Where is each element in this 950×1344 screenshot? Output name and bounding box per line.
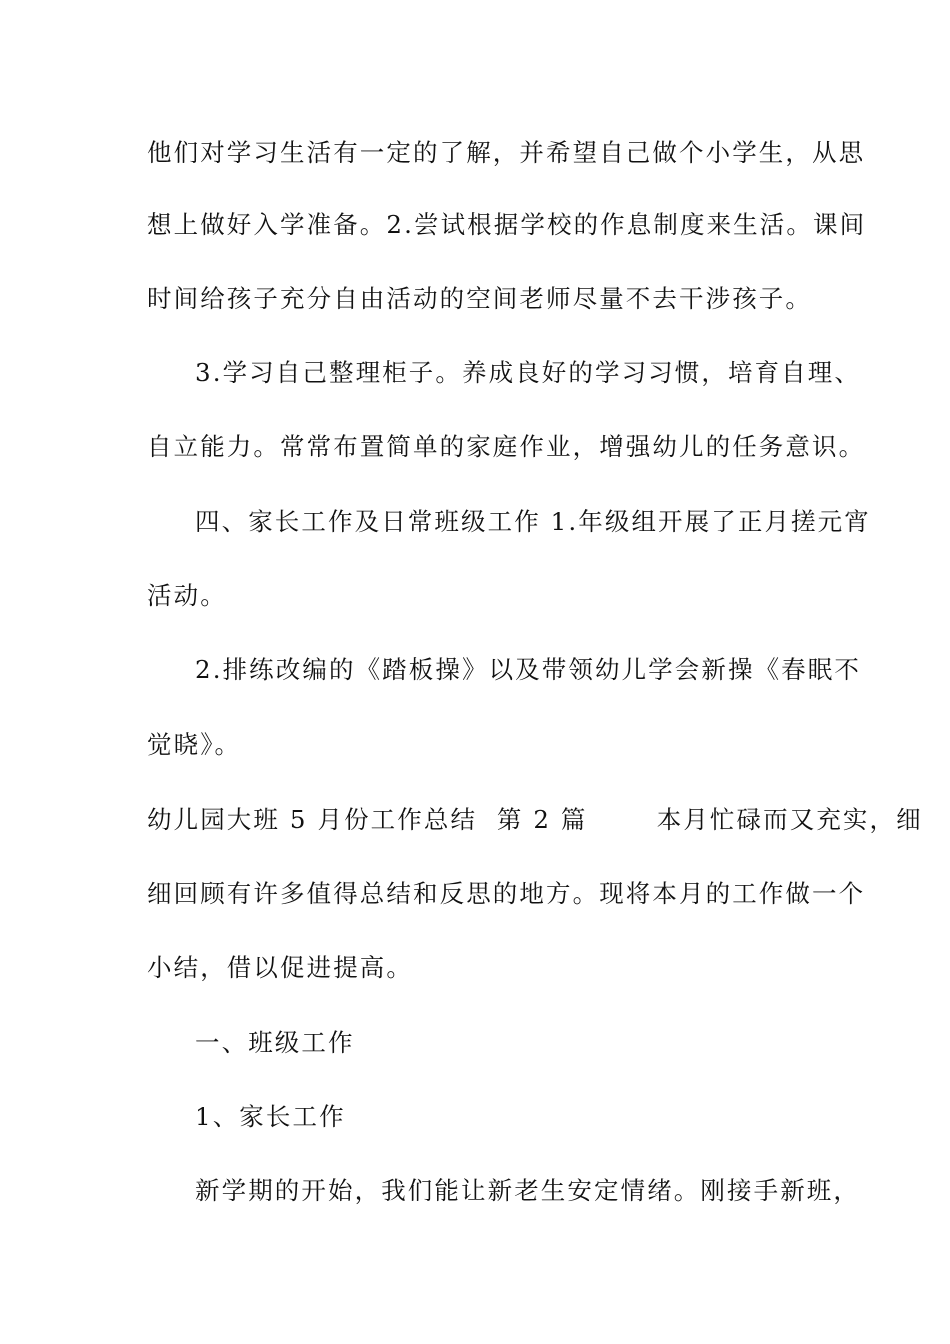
section-heading-line: 四、家长工作及日常班级工作 1.年级组开展了正月搓元宵 bbox=[195, 507, 871, 536]
text-line: 新学期的开始，我们能让新老生安定情绪。刚接手新班， bbox=[195, 1176, 860, 1205]
text-line: 细回顾有许多值得总结和反思的地方。现将本月的工作做一个 bbox=[147, 879, 866, 908]
text-line: 2.排练改编的《踏板操》以及带领幼儿学会新操《春眠不 bbox=[195, 655, 861, 684]
section-heading-line: 一、班级工作 bbox=[195, 1028, 355, 1057]
text-line: 活动。 bbox=[147, 581, 227, 610]
text-line: 他们对学习生活有一定的了解，并希望自己做个小学生，从思 bbox=[147, 138, 866, 167]
subsection-heading-line: 1、家长工作 bbox=[195, 1102, 346, 1131]
text-line: 觉晓》。 bbox=[147, 730, 242, 759]
text-line: 3.学习自己整理柜子。养成良好的学习习惯，培育自理、 bbox=[195, 358, 861, 387]
text-line: 想上做好入学准备。2.尝试根据学校的作息制度来生活。课间 bbox=[147, 210, 867, 239]
text-line: 自立能力。常常布置简单的家庭作业，增强幼儿的任务意识。 bbox=[147, 432, 866, 461]
text-line: 时间给孩子充分自由活动的空间老师尽量不去干涉孩子。 bbox=[147, 284, 812, 313]
text-line: 小结，借以促进提高。 bbox=[147, 953, 413, 982]
article-title-line: 幼儿园大班 5 月份工作总结 第 2 篇 本月忙碌而又充实，细 bbox=[147, 805, 923, 834]
